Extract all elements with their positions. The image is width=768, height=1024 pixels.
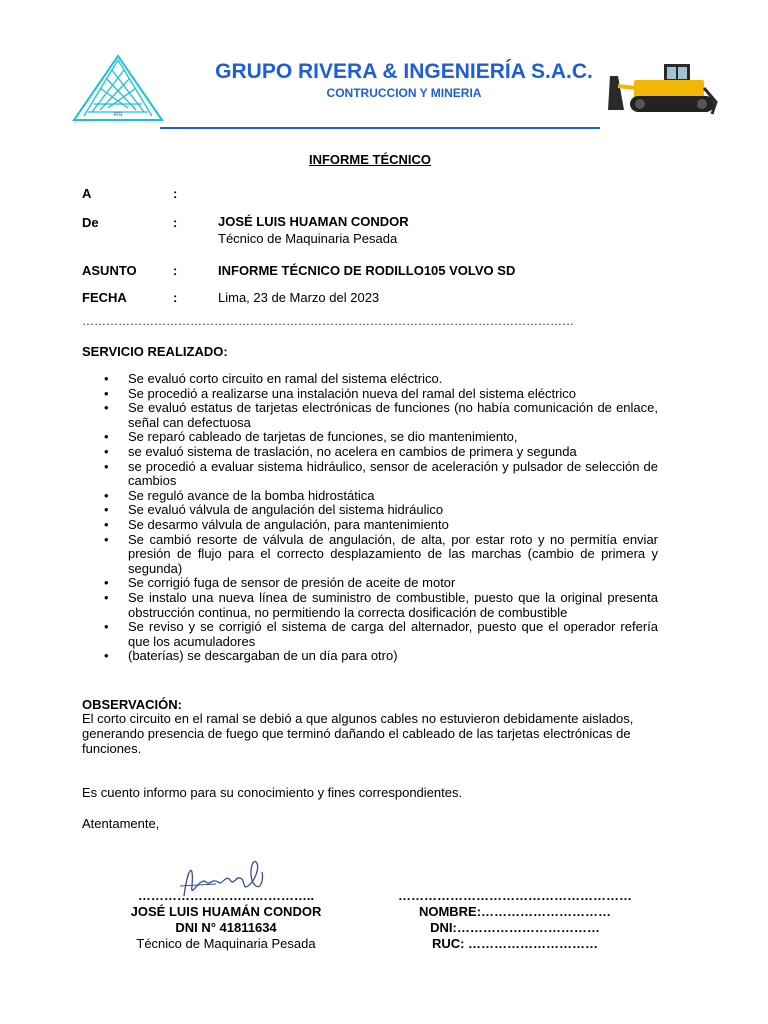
signature-block-left (110, 888, 342, 952)
service-list (82, 372, 658, 664)
service-item: • Se evaluó corto circuito en ramal del sistema eléctrico. (82, 372, 658, 387)
field-asunto-label: ASUNTO (82, 263, 137, 278)
service-item: • Se instalo una nueva línea de suministro de combustible, puesto que la original presenta obstrucción continua, no permitiendo la correcta dosificación de combustible (82, 591, 658, 620)
company-subtitle: CONTRUCCION Y MINERIA (326, 86, 482, 100)
recipient-dni-field: DNI:…………………………… (430, 920, 600, 935)
closing-text: Es cuento informo para su conocimiento y fines correspondientes. (82, 785, 463, 800)
signature-block-right (386, 888, 644, 952)
service-item: • Se desarmo válvula de angulación, para mantenimiento (82, 518, 658, 533)
field-de-label: De (82, 215, 99, 230)
recipient-ruc-field: RUC: ………………………… (431, 936, 599, 951)
field-de-name: JOSÉ LUIS HUAMAN CONDOR (218, 214, 409, 229)
service-item: • se procedió a evaluar sistema hidráulico, sensor de aceleración y pulsador de selección de cambios (82, 460, 658, 489)
observation-text: El corto circuito en el ramal se debió a que algunos cables no estuvieron debidamente aislados, generando presencia de fuego que terminó dañando el cableado de las tarjetas electrónicas de funciones. (82, 711, 634, 756)
service-item: • (baterías) se descargaban de un día para otro) (82, 649, 658, 664)
observation-title: OBSERVACIÓN: (82, 697, 182, 712)
service-item: • Se corrigió fuga de sensor de presión de aceite de motor (82, 576, 658, 591)
signer-role: Técnico de Maquinaria Pesada (136, 936, 316, 951)
recipient-name-field: NOMBRE:………………………… (418, 904, 612, 919)
field-fecha-colon: : (173, 290, 178, 305)
service-item: • Se reguló avance de la bomba hidrostática (82, 489, 658, 504)
field-a-colon: : (173, 186, 178, 201)
dotted-separator: …………………………………………………………………………………………………………… (82, 314, 574, 328)
field-asunto-colon: : (173, 263, 178, 278)
service-section-title: SERVICIO REALIZADO: (82, 344, 228, 359)
report-title: INFORME TÉCNICO (308, 152, 432, 167)
company-name: GRUPO RIVERA & INGENIERÍA S.A.C. (215, 60, 593, 83)
regards-text: Atentamente, (82, 816, 160, 831)
signature-line: ……………………………………………… (398, 888, 632, 903)
service-item: • Se evaluó estatus de tarjetas electrónicas de funciones (no había comunicación de enlace, señal can defectuosa (82, 401, 658, 430)
signer-name: JOSÉ LUIS HUAMÁN CONDOR (130, 904, 322, 919)
field-de-colon: : (173, 215, 178, 230)
field-fecha-value: Lima, 23 de Marzo del 2023 (218, 290, 380, 305)
header-divider (160, 127, 600, 129)
service-item: • Se reparó cableado de tarjetas de funciones, se dio mantenimiento, (82, 430, 658, 445)
field-a-label: A (82, 186, 92, 201)
field-de-role: Técnico de Maquinaria Pesada (218, 231, 398, 246)
service-item: • Se reviso y se corrigió el sistema de carga del alternador, puesto que el operador refería que los acumuladores (82, 620, 658, 649)
bulldozer-icon (604, 58, 720, 120)
signature-line: ………………………………….. (137, 888, 315, 903)
signer-dni: DNI N° 41811634 (175, 920, 277, 935)
svg-text:RIG: RIG (113, 112, 123, 118)
field-fecha-label: FECHA (82, 290, 127, 305)
service-item: • se evaluó sistema de traslación, no acelera en cambios de primera y segunda (82, 445, 658, 460)
service-item: • Se evaluó válvula de angulación del sistema hidráulico (82, 503, 658, 518)
service-item: • Se cambió resorte de válvula de angulación, de alta, por estar roto y no permitía enviar presión de flujo para el correcto desplazamiento de las marchas (cambio de primera y segunda) (82, 533, 658, 577)
field-asunto-value: INFORME TÉCNICO DE RODILLO105 VOLVO SD (218, 263, 516, 278)
service-item: • Se procedió a realizarse una instalación nueva del ramal del sistema eléctrico (82, 387, 658, 402)
